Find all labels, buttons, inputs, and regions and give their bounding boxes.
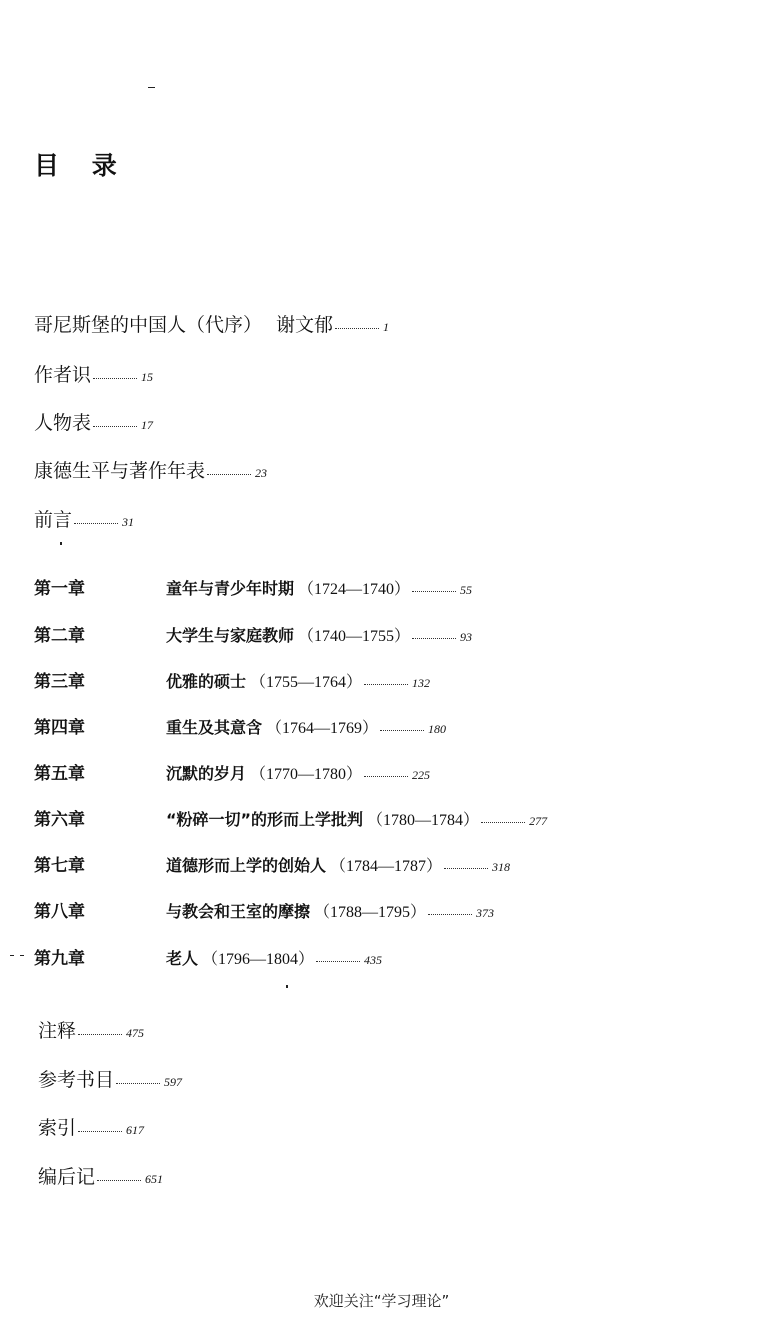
toc-chapter-5[interactable] xyxy=(34,759,430,784)
toc-entry-notes[interactable] xyxy=(38,1016,144,1043)
toc-chapter-9[interactable] xyxy=(34,944,382,969)
toc-entry-title: 作者识 xyxy=(34,364,92,386)
chapter-years: （1780—1784） xyxy=(367,812,480,829)
scan-speck xyxy=(20,955,24,956)
chapter-page: 225 xyxy=(412,768,431,782)
toc-entry-foreword[interactable] xyxy=(34,505,134,532)
dot-leader xyxy=(74,521,118,524)
chapter-title: 与教会和王室的摩擦 xyxy=(166,902,311,921)
chapter-years: （1740—1755） xyxy=(298,628,411,645)
chapter-title: 道德形而上学的创始人 xyxy=(166,856,327,875)
chapter-title: 沉默的岁月 xyxy=(166,764,247,783)
chapter-page: 373 xyxy=(476,906,495,920)
dot-leader xyxy=(444,866,488,869)
chapter-title: 重生及其意含 xyxy=(166,718,263,737)
chapter-label: 第四章 xyxy=(34,718,85,738)
toc-entry-index[interactable] xyxy=(38,1113,144,1140)
chapter-page: 132 xyxy=(412,676,431,690)
dot-leader xyxy=(93,376,137,379)
toc-entry-title: 编后记 xyxy=(38,1166,96,1188)
toc-entry-page: 17 xyxy=(141,418,154,432)
dot-leader xyxy=(97,1178,141,1181)
chapter-years: （1770—1780） xyxy=(250,766,363,783)
dot-leader xyxy=(78,1032,122,1035)
footer-caption: 欢迎关注“学习理论” xyxy=(313,1292,450,1310)
dot-leader xyxy=(380,728,424,731)
scan-speck xyxy=(60,542,62,545)
chapter-label: 第七章 xyxy=(34,856,85,876)
toc-entry-page: 597 xyxy=(164,1075,183,1089)
dot-leader xyxy=(78,1129,122,1132)
toc-chapter-4[interactable] xyxy=(34,713,446,738)
scan-speck xyxy=(148,87,155,88)
toc-entry-page: 23 xyxy=(255,466,268,480)
toc-entry-title: 参考书目 xyxy=(38,1069,115,1091)
toc-entry-characters[interactable] xyxy=(34,408,153,435)
toc-entry-page: 475 xyxy=(126,1026,145,1040)
chapter-label: 第五章 xyxy=(34,764,85,784)
dot-leader xyxy=(116,1081,160,1084)
toc-chapter-3[interactable] xyxy=(34,667,430,692)
chapter-label: 第六章 xyxy=(34,810,85,830)
chapter-label: 第九章 xyxy=(34,949,85,969)
chapter-page: 55 xyxy=(460,583,473,597)
toc-entry-title: 哥尼斯堡的中国人（代序） xyxy=(34,314,263,336)
toc-entry-title: 注释 xyxy=(38,1020,77,1042)
toc-entry-page: 617 xyxy=(126,1123,145,1137)
chapter-years: （1784—1787） xyxy=(330,858,443,875)
chapter-page: 93 xyxy=(460,630,473,644)
dot-leader xyxy=(428,912,472,915)
toc-entry-page: 15 xyxy=(141,370,154,384)
chapter-label: 第三章 xyxy=(34,672,85,692)
toc-entry-author: 谢文郁 xyxy=(276,314,334,336)
toc-entry-author-note[interactable] xyxy=(34,360,153,387)
toc-entry-page: 651 xyxy=(145,1172,164,1186)
scan-speck xyxy=(286,985,288,988)
toc-entry-chronology[interactable] xyxy=(34,456,267,483)
chapter-title: 大学生与家庭教师 xyxy=(166,626,295,645)
dot-leader xyxy=(364,682,408,685)
dot-leader xyxy=(316,959,360,962)
toc-entry-title: 康德生平与著作年表 xyxy=(34,460,206,482)
chapter-page: 435 xyxy=(364,953,383,967)
dot-leader xyxy=(93,424,137,427)
chapter-label: 第二章 xyxy=(34,626,85,646)
toc-entry-preface-chinese[interactable] xyxy=(34,310,389,337)
chapter-page: 318 xyxy=(492,860,511,874)
scan-speck xyxy=(10,955,14,956)
chapter-title: 童年与青少年时期 xyxy=(166,579,295,598)
toc-chapter-6[interactable] xyxy=(34,805,547,830)
toc-chapter-2[interactable] xyxy=(34,621,472,646)
toc-entry-page: 31 xyxy=(122,515,135,529)
toc-chapter-7[interactable] xyxy=(34,851,510,876)
toc-entry-title: 前言 xyxy=(34,509,73,531)
dot-leader xyxy=(481,820,525,823)
toc-entry-title: 人物表 xyxy=(34,412,92,434)
dot-leader xyxy=(412,636,456,639)
chapter-page: 180 xyxy=(428,722,447,736)
page-title: 目 录 xyxy=(34,151,129,180)
toc-entry-bibliography[interactable] xyxy=(38,1065,182,1092)
toc-entry-page: 1 xyxy=(383,320,390,334)
toc-entry-title: 索引 xyxy=(38,1117,77,1139)
chapter-title: 优雅的硕士 xyxy=(166,672,247,691)
toc-entry-afterword[interactable] xyxy=(38,1162,163,1189)
toc-chapter-1[interactable] xyxy=(34,574,472,599)
dot-leader xyxy=(412,589,456,592)
chapter-title: “粉碎一切”的形而上学批判 xyxy=(166,810,364,829)
chapter-years: （1796—1804） xyxy=(202,951,315,968)
chapter-label: 第一章 xyxy=(34,579,85,599)
dot-leader xyxy=(364,774,408,777)
dot-leader xyxy=(207,472,251,475)
toc-chapter-8[interactable] xyxy=(34,897,494,922)
chapter-page: 277 xyxy=(529,814,548,828)
chapter-years: （1788—1795） xyxy=(314,904,427,921)
dot-leader xyxy=(335,326,379,329)
chapter-years: （1764—1769） xyxy=(266,720,379,737)
chapter-years: （1724—1740） xyxy=(298,581,411,598)
chapter-years: （1755—1764） xyxy=(250,674,363,691)
chapter-title: 老人 xyxy=(166,949,199,968)
chapter-label: 第八章 xyxy=(34,902,85,922)
